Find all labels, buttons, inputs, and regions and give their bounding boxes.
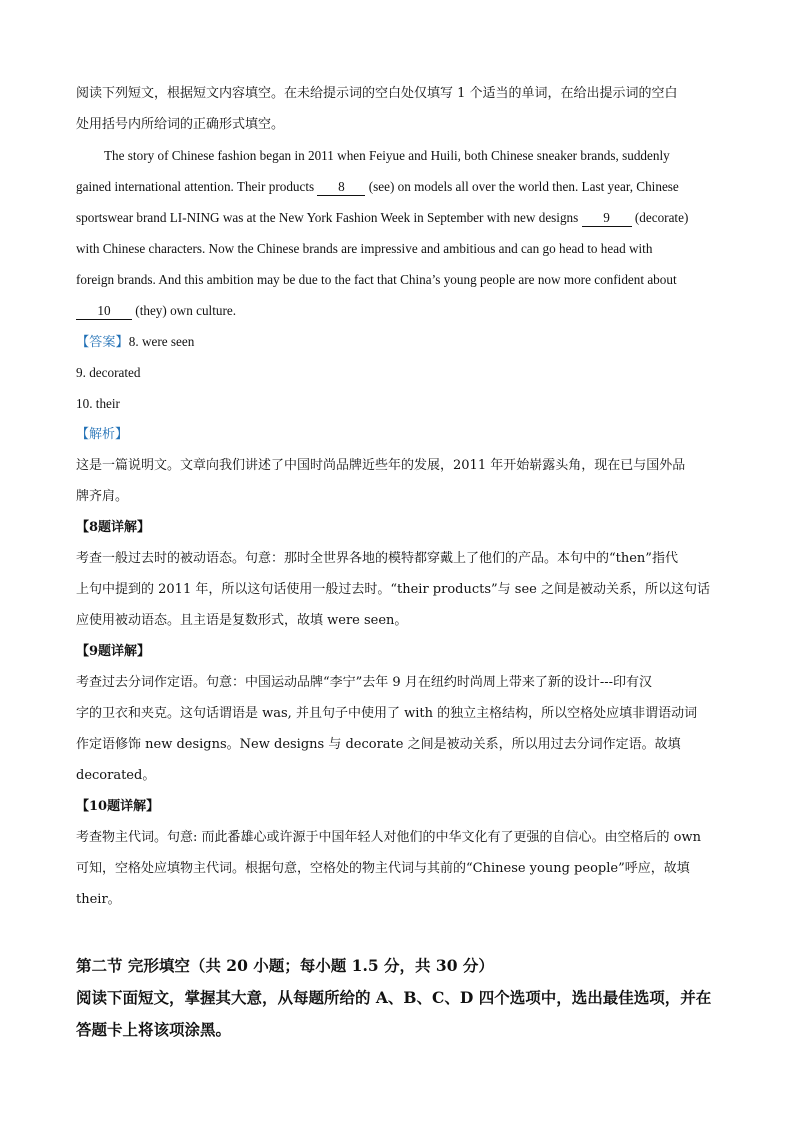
analysis-label: 【解析】 — [76, 427, 129, 442]
q8-line-2: 上句中提到的 2011 年，所以这句话使用一般过去时。“their products”与 see 之间是被动关系，所以这句话 — [76, 582, 710, 597]
instruction-line-2: 处用括号内所给词的正确形式填空。 — [76, 117, 285, 132]
section-2 — [76, 950, 736, 1046]
blank-8: 8 — [317, 178, 365, 196]
section-2-line-1: 阅读下面短文，掌握其大意，从每题所给的 A、B、C、D 四个选项中，选出最佳选项，并在 — [76, 988, 712, 1007]
q9-line-1: 考查过去分词作定语。句意：中国运动品牌“李宁”去年 9 月在纽约时尚周上带来了新的设计---印有汉 — [76, 675, 653, 690]
q10-line-1: 考查物主代词。句意: 而此番雄心或许源于中国年轻人对他们的中华文化有了更强的自信心。由空格后的 own — [76, 830, 701, 845]
answer-line-9: 9. decorated — [76, 365, 141, 380]
q8-label: 【8题详解】 — [76, 520, 151, 535]
q9-label: 【9题详解】 — [76, 644, 151, 659]
blank-9: 9 — [582, 209, 632, 227]
section-2-title: 第二节 完形填空（共 20 小题；每小题 1.5 分，共 30 分） — [76, 956, 494, 975]
q9-line-3: 作定语修饰 new designs。New designs 与 decorate 之间是被动关系，所以用过去分词作定语。故填 — [76, 737, 681, 752]
q10-line-3: their。 — [76, 892, 121, 907]
instruction-line-1: 阅读下列短文，根据短文内容填空。在未给提示词的空白处仅填写 1 个适当的单词，在给出提示词的空白 — [76, 86, 678, 101]
passage-line-5: foreign brands. And this ambition may be due to the fact that China’s young people are now more confident about — [76, 272, 677, 287]
passage-line-2: gained international attention. Their products 8 (see) on models all over the world then. Last year, Chinese — [76, 179, 679, 194]
analysis-line-2: 牌齐肩。 — [76, 489, 129, 504]
answer-line-8: 【答案】8. were seen — [76, 334, 195, 349]
exercise-content — [76, 78, 726, 915]
q9-line-4: decorated。 — [76, 768, 156, 783]
answer-line-10: 10. their — [76, 396, 120, 411]
analysis-line-1: 这是一篇说明文。文章向我们讲述了中国时尚品牌近些年的发展，2011 年开始崭露头角，现在已与国外品 — [76, 458, 686, 473]
q10-label: 【10题详解】 — [76, 799, 160, 814]
passage-line-6: 10 (they) own culture. — [76, 295, 726, 326]
q8-line-3: 应使用被动语态。且主语是复数形式，故填 were seen。 — [76, 613, 408, 628]
answer-label: 【答案】 — [76, 334, 129, 349]
q10-line-2: 可知，空格处应填物主代词。根据句意，空格处的物主代词与其前的“Chinese young people”呼应，故填 — [76, 861, 690, 876]
passage-line-4: with Chinese characters. Now the Chinese brands are impressive and ambitious and can go head to head with — [76, 241, 653, 256]
passage-line-3: sportswear brand LI-NING was at the New York Fashion Week in September with new designs 9 (decorate) — [76, 210, 689, 225]
section-2-line-2: 答题卡上将该项涂黑。 — [76, 1020, 232, 1039]
passage-line-1: The story of Chinese fashion began in 2011 when Feiyue and Huili, both Chinese sneaker brands, suddenly — [104, 148, 670, 163]
q8-line-1: 考查一般过去时的被动语态。句意：那时全世界各地的模特都穿戴上了他们的产品。本句中的“then”指代 — [76, 551, 678, 566]
blank-10: 10 — [76, 302, 132, 320]
q9-line-2: 字的卫衣和夹克。这句话谓语是 was, 并且句子中使用了 with 的独立主格结构，所以空格处应填非谓语动词 — [76, 706, 698, 721]
